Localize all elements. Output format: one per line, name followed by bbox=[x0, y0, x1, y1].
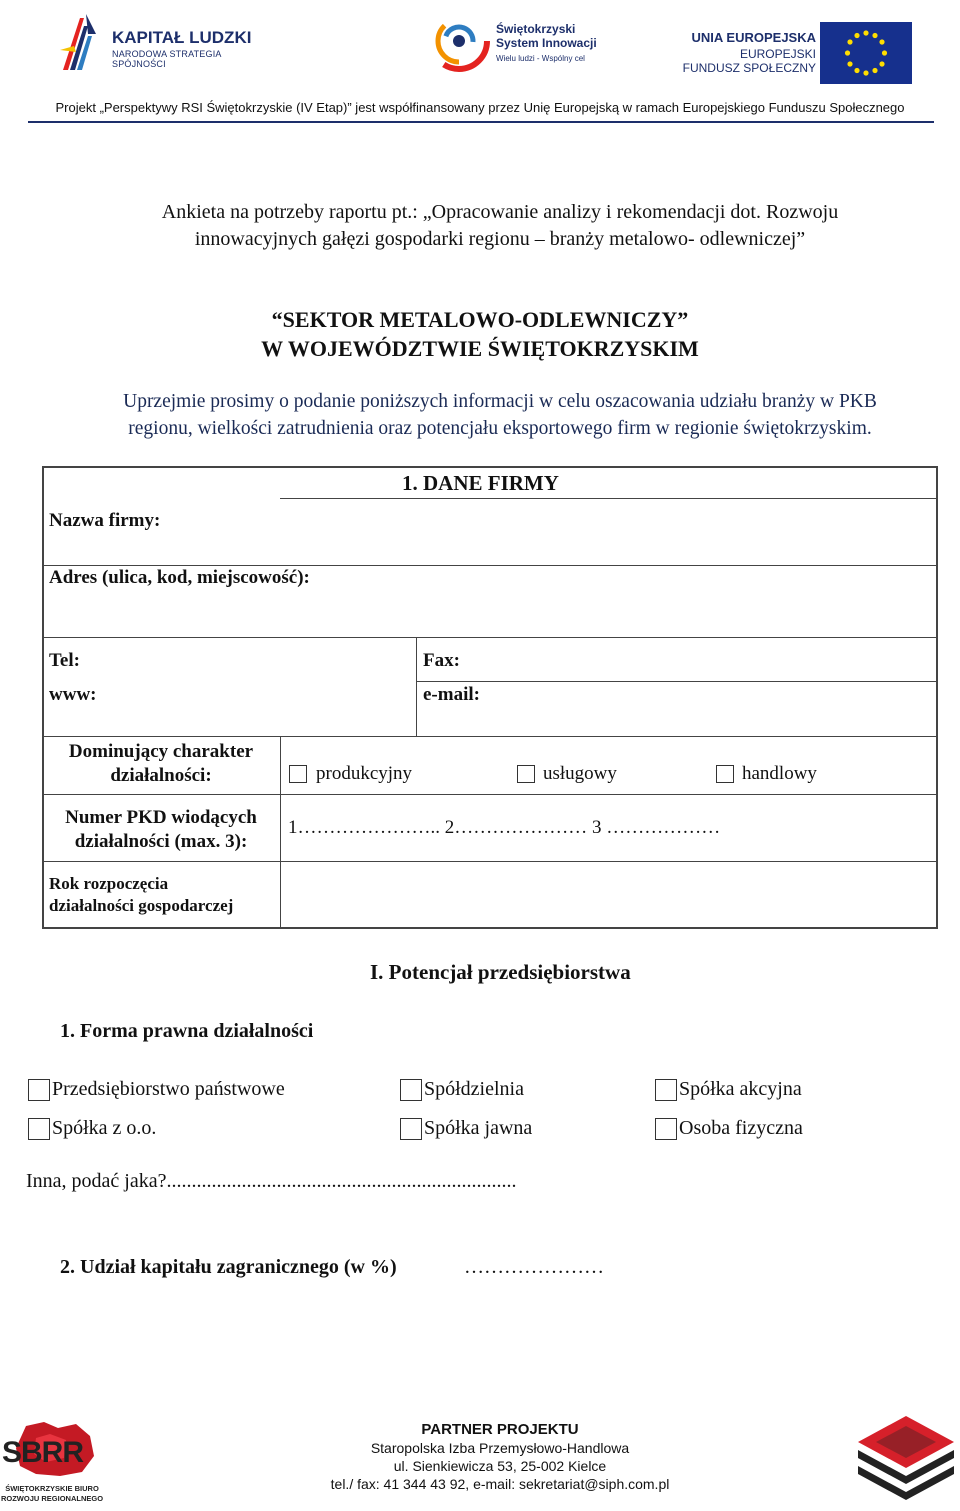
table-border-left bbox=[42, 466, 44, 928]
table-line-fax bbox=[416, 681, 937, 682]
header-divider bbox=[28, 121, 934, 123]
sbrr-mark-icon: SBRR bbox=[2, 1436, 84, 1469]
legal-form-question: 1. Forma prawna działalności bbox=[60, 1020, 314, 1042]
ue-line-2: EUROPEJSKI bbox=[739, 47, 816, 61]
unia-europejska-logo bbox=[680, 20, 912, 84]
foreign-capital-input-line[interactable]: ………………… bbox=[464, 1256, 604, 1278]
table-line-title bbox=[280, 498, 937, 499]
legal-form-joint-stock-checkbox[interactable] bbox=[655, 1079, 677, 1101]
survey-intro bbox=[60, 199, 940, 253]
legal-form-llc-checkbox[interactable] bbox=[28, 1118, 50, 1140]
swietokrzyski-system-innowacji-logo bbox=[428, 8, 598, 78]
legal-form-llc-label: Spółka z o.o. bbox=[52, 1117, 157, 1139]
siph-logo bbox=[856, 1414, 956, 1504]
request-paragraph bbox=[40, 388, 960, 442]
siph-layers-icon bbox=[856, 1414, 956, 1504]
survey-intro-line-2: innowacyjnych gałęzi gospodarki regionu – branży metalowo- odlewniczej” bbox=[194, 228, 806, 250]
legal-form-cooperative-checkbox[interactable] bbox=[400, 1079, 422, 1101]
pkd-label-line-1: Numer PKD wiodących bbox=[65, 807, 257, 828]
legal-form-natural-person-checkbox[interactable] bbox=[655, 1118, 677, 1140]
activity-service-label: usługowy bbox=[543, 763, 617, 784]
pkd-label-line-2: działalności (max. 3): bbox=[74, 831, 248, 852]
pkd-label bbox=[44, 806, 278, 854]
partner-address: ul. Sienkiewicza 53, 25-002 Kielce bbox=[393, 1458, 607, 1474]
company-name-label: Nazwa firmy: bbox=[49, 510, 161, 531]
partner-info bbox=[260, 1421, 740, 1493]
tel-label: Tel: bbox=[49, 650, 80, 671]
legal-form-general-partnership-label: Spółka jawna bbox=[424, 1117, 533, 1139]
sbrr-line-2: ROZWOJU REGIONALNEGO bbox=[0, 1494, 104, 1503]
ssi-tagline: Wielu ludzi - Wspólny cel bbox=[496, 54, 585, 63]
sector-title-line-1: “SEKTOR METALOWO-ODLEWNICZY” bbox=[271, 307, 689, 332]
innovation-swirl-icon bbox=[428, 8, 490, 74]
legal-form-state-enterprise-checkbox[interactable] bbox=[28, 1079, 50, 1101]
partner-title: PARTNER PROJEKTU bbox=[421, 1421, 579, 1438]
table-line-activity bbox=[42, 794, 938, 795]
address-label: Adres (ulica, kod, miejscowość): bbox=[49, 567, 310, 588]
sector-title-line-2: W WOJEWÓDZTWIE ŚWIĘTOKRZYSKIM bbox=[261, 336, 699, 361]
kapital-ludzki-emblem-icon bbox=[58, 12, 108, 72]
sbrr-line-1: ŚWIĘTOKRZYSKIE BIURO bbox=[5, 1484, 99, 1493]
table-border-right bbox=[936, 466, 938, 928]
table-vline-labels bbox=[280, 736, 281, 928]
table-line-address bbox=[42, 637, 938, 638]
request-line-2: regionu, wielkości zatrudnienia oraz potencjału eksportowego firm w regionie świętokrzyskim. bbox=[128, 418, 872, 439]
legal-form-joint-stock-label: Spółka akcyjna bbox=[679, 1078, 802, 1100]
sbrr-logo bbox=[0, 1418, 104, 1510]
activity-service-checkbox[interactable] bbox=[517, 765, 535, 783]
survey-intro-line-1: Ankieta na potrzeby raportu pt.: „Opracowanie analizy i rekomendacji dot. Rozwoju bbox=[161, 201, 839, 223]
partner-name: Staropolska Izba Przemysłowo-Handlowa bbox=[370, 1440, 630, 1456]
ue-line-3: FUNDUSZ SPOŁECZNY bbox=[682, 61, 816, 75]
fax-label: Fax: bbox=[423, 650, 460, 671]
activity-production-checkbox[interactable] bbox=[289, 765, 307, 783]
table-line-contact bbox=[42, 736, 938, 737]
legal-form-state-enterprise-label: Przedsiębiorstwo państwowe bbox=[52, 1078, 285, 1100]
activity-trade-checkbox[interactable] bbox=[716, 765, 734, 783]
request-line-1: Uprzejmie prosimy o podanie poniższych informacji w celu oszacowania udziału branży w PKB bbox=[123, 391, 877, 412]
start-year-label-line-2: działalności gospodarczej bbox=[49, 896, 234, 915]
www-label: www: bbox=[49, 684, 97, 705]
start-year-label bbox=[49, 873, 233, 917]
table-line-name bbox=[42, 565, 938, 566]
ssi-line-1: Świętokrzyski bbox=[496, 22, 576, 36]
ssi-line-2: System Innowacji bbox=[496, 36, 597, 50]
pkd-input-line[interactable]: 1………………….. 2………………… 3 ……………… bbox=[288, 817, 721, 838]
kapital-ludzki-subtitle: NARODOWA STRATEGIA SPÓJNOŚCI bbox=[112, 49, 222, 69]
legal-form-other-line[interactable]: Inna, podać jaka?...................................................................... bbox=[26, 1170, 517, 1192]
section-i-title: I. Potencjał przedsiębiorstwa bbox=[370, 960, 631, 984]
legal-form-cooperative-label: Spółdzielnia bbox=[424, 1078, 524, 1100]
company-data-section-title: 1. DANE FIRMY bbox=[402, 471, 559, 495]
activity-trade-label: handlowy bbox=[742, 763, 817, 784]
sector-title bbox=[0, 305, 960, 363]
kapital-ludzki-title: KAPITAŁ LUDZKI bbox=[112, 28, 252, 47]
activity-type-label-line-2: działalności: bbox=[110, 765, 212, 786]
activity-type-label-line-1: Dominujący charakter bbox=[68, 741, 254, 762]
project-cofinancing-line: Projekt „Perspektywy RSI Świętokrzyskie (IV Etap)” jest współfinansowany przez Unię Europejską w ramach Europejskiego Funduszu Społecznego bbox=[55, 100, 905, 115]
activity-type-label bbox=[44, 740, 278, 788]
table-border-bottom bbox=[42, 927, 938, 929]
partner-contact: tel./ fax: 41 344 43 92, e-mail: sekretariat@siph.com.pl bbox=[330, 1476, 670, 1492]
kapital-ludzki-logo bbox=[58, 12, 268, 72]
table-border-top bbox=[42, 466, 938, 468]
foreign-capital-question: 2. Udział kapitału zagranicznego (w %) bbox=[60, 1256, 397, 1278]
table-vline-contact bbox=[416, 637, 417, 737]
activity-production-label: produkcyjny bbox=[316, 763, 413, 784]
start-year-label-line-1: Rok rozpoczęcia bbox=[49, 874, 169, 893]
legal-form-natural-person-label: Osoba fizyczna bbox=[679, 1117, 803, 1139]
email-label: e-mail: bbox=[423, 684, 480, 705]
eu-flag-icon bbox=[820, 22, 912, 84]
ue-line-1: UNIA EUROPEJSKA bbox=[691, 30, 816, 45]
legal-form-general-partnership-checkbox[interactable] bbox=[400, 1118, 422, 1140]
table-line-pkd bbox=[42, 861, 938, 862]
